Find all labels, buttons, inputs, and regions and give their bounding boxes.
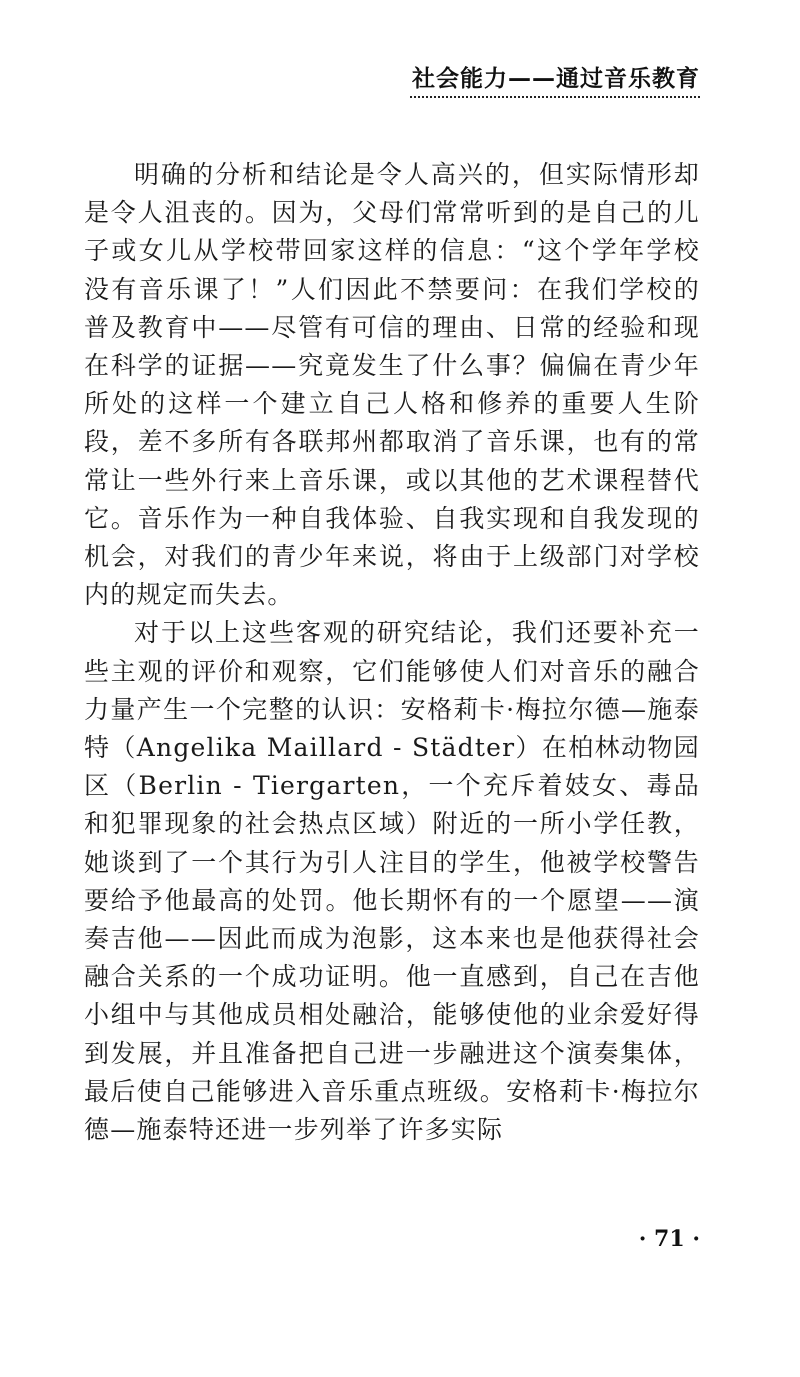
paragraph: 对于以上这些客观的研究结论，我们还要补充一些主观的评价和观察，它们能够使人们对音乐的融合力量产生一个完整的认识：安格莉卡·梅拉尔德—施泰特（Angelika Maillard - Städter）在柏林动物园区（Berlin - Tiergarten，一个充斥着妓女、毒品和犯罪现象的社会热点区域）附近的一所小学任教，她谈到了一个其行为引人注目的学生，他被学校警告要给予他最高的处罚。他长期怀有的一个愿望——演奏吉他——因此而成为泡影，这本来也是他获得社会融合关系的一个成功证明。他一直感到，自己在吉他小组中与其他成员相处融洽，能够使他的业余爱好得到发展，并且准备把自己进一步融进这个演奏集体，最后使自己能够进入音乐重点班级。安格莉卡·梅拉尔德—施泰特还进一步列举了许多实际	[84, 618, 700, 1145]
header-dotted-rule	[410, 96, 700, 98]
body-text	[84, 156, 700, 1149]
paragraph: 明确的分析和结论是令人高兴的，但实际情形却是令人沮丧的。因为，父母们常常听到的是自己的儿子或女儿从学校带回家这样的信息：“这个学年学校没有音乐课了！”人们因此不禁要问：在我们学校的普及教育中——尽管有可信的理由、日常的经验和现在科学的证据——究竟发生了什么事？偏偏在青少年所处的这样一个建立自己人格和修养的重要人生阶段，差不多所有各联邦州都取消了音乐课，也有的常常让一些外行来上音乐课，或以其他的艺术课程替代它。音乐作为一种自我体验、自我实现和自我发现的机会，对我们的青少年来说，将由于上级部门对学校内的规定而失去。	[84, 160, 700, 610]
running-header-title: 社会能力——通过音乐教育	[412, 66, 700, 92]
page-number: · 71 ·	[638, 1226, 700, 1252]
